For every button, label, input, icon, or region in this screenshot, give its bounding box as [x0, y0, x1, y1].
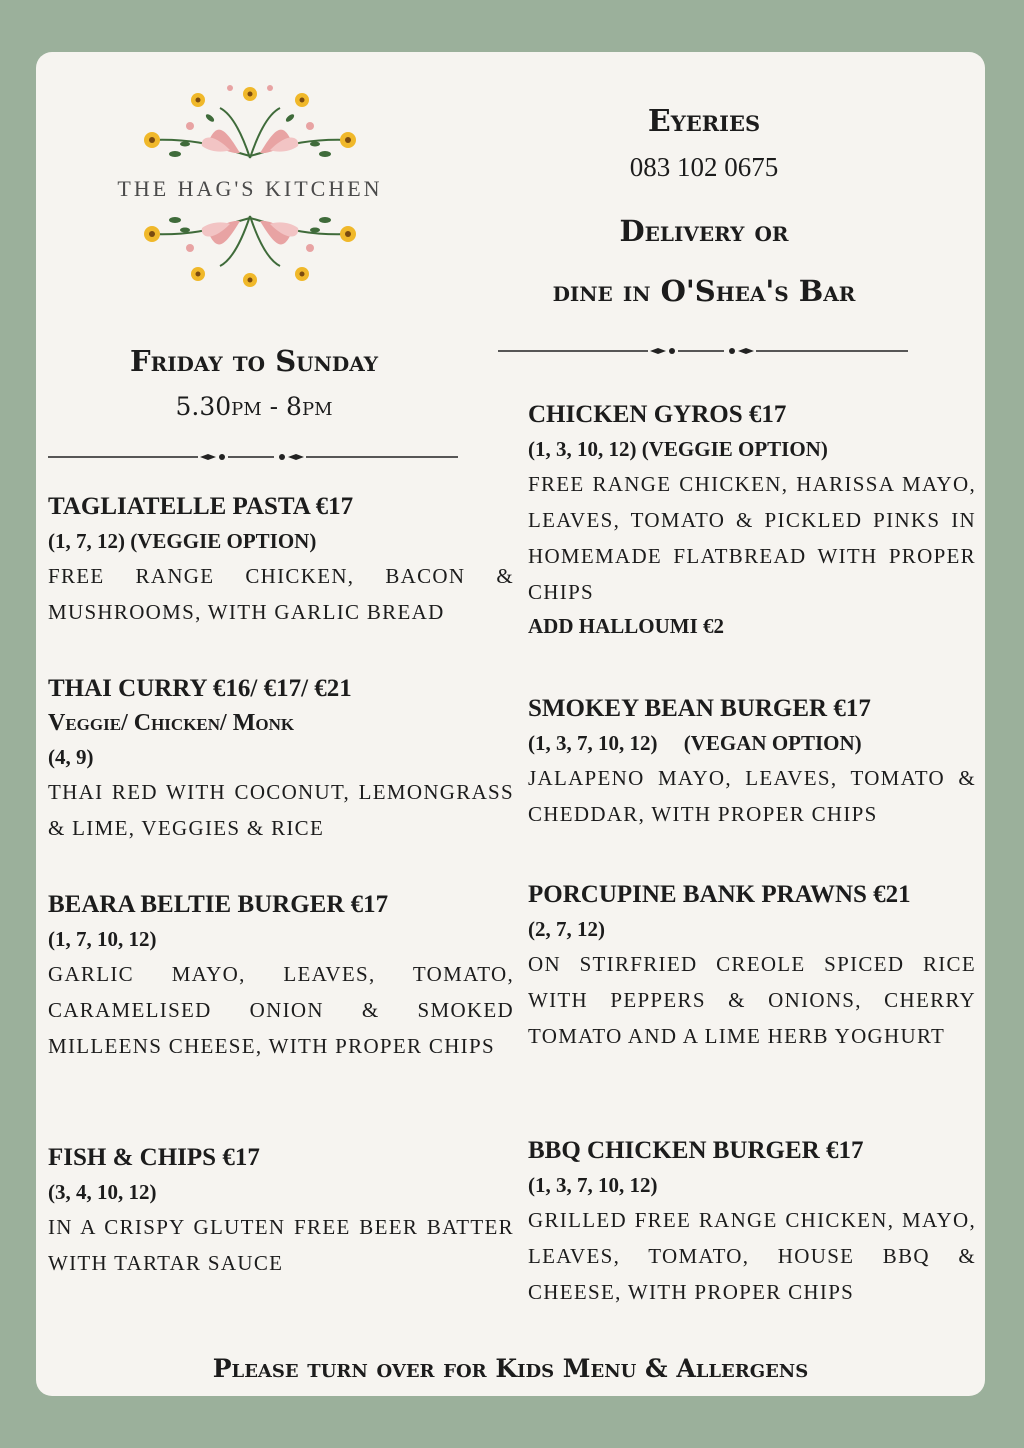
item-allergens: (1, 3, 10, 12) (VEGGIE OPTION): [528, 437, 828, 461]
menu-item: [528, 692, 976, 832]
item-name: SMOKEY BEAN BURGER €17: [528, 695, 871, 722]
menu-item: [48, 490, 514, 630]
opening-days: Friday to Sunday: [129, 344, 378, 378]
item-description: ON STIRFRIED CREOLE SPICED RICE WITH PEPPERS & ONIONS, CHERRY TOMATO AND A LIME HERB YOGHURT: [528, 952, 976, 1048]
item-name: THAI CURRY €16/ €17/ €21: [48, 675, 352, 702]
divider-right: [498, 344, 908, 358]
item-description: FREE RANGE CHICKEN, HARISSA MAYO, LEAVES, TOMATO & PICKLED PINKS IN HOMEMADE FLATBREAD WITH PROPER CHIPS: [528, 472, 976, 604]
logo: [90, 68, 410, 316]
menu-item: [48, 672, 514, 846]
brand-name: THE HAG'S KITCHEN: [117, 176, 383, 201]
menu-item: [48, 1141, 514, 1281]
delivery-line-1: Delivery or: [619, 214, 789, 248]
phone-number[interactable]: 083 102 0675: [629, 152, 779, 182]
item-name: CHICKEN GYROS €17: [528, 401, 787, 428]
ornament-divider-icon: [48, 450, 458, 464]
item-description: JALAPENO MAYO, LEAVES, TOMATO & CHEDDAR, WITH PROPER CHIPS: [528, 766, 976, 826]
item-name: FISH & CHIPS €17: [48, 1144, 260, 1171]
menu-item: [48, 888, 514, 1064]
item-description: FREE RANGE CHICKEN, BACON & MUSHROOMS, WITH GARLIC BREAD: [48, 564, 514, 624]
divider-left: [48, 450, 458, 464]
item-allergens: (1, 3, 7, 10, 12) (VEGAN OPTION): [528, 731, 862, 755]
item-extra: ADD HALLOUMI €2: [528, 614, 725, 638]
item-name: BBQ CHICKEN BURGER €17: [528, 1137, 864, 1164]
item-options: Veggie/ Chicken/ Monk: [48, 710, 295, 736]
item-allergens: (2, 7, 12): [528, 917, 605, 941]
item-description: GARLIC MAYO, LEAVES, TOMATO, CARAMELISED ONION & SMOKED MILLEENS CHEESE, WITH PROPER CHIPS: [48, 962, 514, 1058]
item-description: IN A CRISPY GLUTEN FREE BEER BATTER WITH TARTAR SAUCE: [48, 1215, 514, 1275]
item-allergens: (1, 7, 10, 12): [48, 927, 157, 951]
item-description: GRILLED FREE RANGE CHICKEN, MAYO, LEAVES, TOMATO, HOUSE BBQ & CHEESE, WITH PROPER CHIPS: [528, 1208, 976, 1304]
location: Eyeries: [647, 104, 761, 139]
menu-item: [528, 1134, 976, 1310]
opening-hours: 5.30pm - 8pm: [175, 392, 333, 421]
item-name: TAGLIATELLE PASTA €17: [48, 493, 354, 520]
item-allergens: (1, 7, 12) (VEGGIE OPTION): [48, 529, 317, 553]
delivery-line-2: dine in O'Shea's Bar: [552, 274, 856, 308]
footer-note: Please turn over for Kids Menu & Allergens: [212, 1354, 809, 1383]
menu-item: [528, 398, 976, 642]
item-description: THAI RED WITH COCONUT, LEMONGRASS & LIME, VEGGIES & RICE: [48, 780, 514, 840]
menu-item: [528, 878, 976, 1054]
item-name: PORCUPINE BANK PRAWNS €21: [528, 881, 911, 908]
item-allergens: (3, 4, 10, 12): [48, 1180, 157, 1204]
item-name: BEARA BELTIE BURGER €17: [48, 891, 389, 918]
item-allergens: (1, 3, 7, 10, 12): [528, 1173, 658, 1197]
ornament-divider-icon: [498, 344, 908, 358]
item-allergens: (4, 9): [48, 745, 94, 769]
